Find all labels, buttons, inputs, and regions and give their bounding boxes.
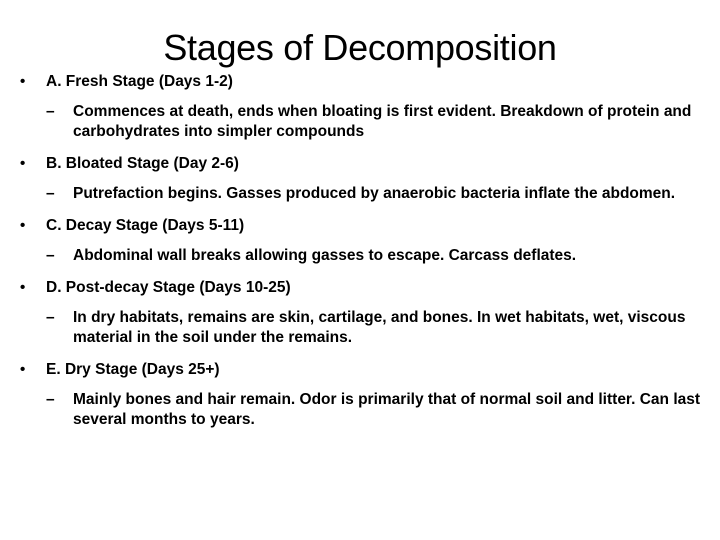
stage-description-row bbox=[18, 184, 718, 204]
stage-list bbox=[18, 72, 718, 442]
bullet-icon: • bbox=[20, 155, 26, 172]
stage-description-row bbox=[18, 308, 718, 348]
stage-description: Putrefaction begins. Gasses produced by anaerobic bacteria inflate the abdomen. bbox=[73, 185, 676, 202]
dash-icon: – bbox=[46, 391, 55, 408]
bullet-icon: • bbox=[20, 73, 26, 90]
slide-title: Stages of Decomposition bbox=[163, 27, 557, 68]
stage-heading: B. Bloated Stage (Day 2-6) bbox=[46, 155, 239, 172]
stage-description: Mainly bones and hair remain. Odor is primarily that of normal soil and litter. Can last several months to years. bbox=[73, 391, 701, 428]
stage-item-decay bbox=[18, 216, 718, 266]
bullet-icon: • bbox=[20, 279, 26, 296]
stage-description: Abdominal wall breaks allowing gasses to escape. Carcass deflates. bbox=[73, 247, 577, 264]
bullet-icon: • bbox=[20, 217, 26, 234]
stage-description-row bbox=[18, 246, 718, 266]
stage-heading-row bbox=[18, 154, 718, 174]
stage-description: Commences at death, ends when bloating is first evident. Breakdown of protein and carbohydrates into simpler compounds bbox=[73, 103, 692, 140]
stage-heading: D. Post-decay Stage (Days 10-25) bbox=[46, 279, 291, 296]
stage-item-post-decay bbox=[18, 278, 718, 348]
dash-icon: – bbox=[46, 103, 55, 120]
dash-icon: – bbox=[46, 185, 55, 202]
stage-heading-row bbox=[18, 360, 718, 380]
dash-icon: – bbox=[46, 309, 55, 326]
stage-heading-row bbox=[18, 278, 718, 298]
stage-description-row bbox=[18, 102, 718, 142]
bullet-icon: • bbox=[20, 361, 26, 378]
stage-heading: C. Decay Stage (Days 5-11) bbox=[46, 217, 245, 234]
stage-description: In dry habitats, remains are skin, cartilage, and bones. In wet habitats, wet, viscous material in the soil under the remains. bbox=[73, 309, 686, 346]
stage-heading-row bbox=[18, 216, 718, 236]
dash-icon: – bbox=[46, 247, 55, 264]
stage-item-dry bbox=[18, 360, 718, 430]
stage-item-bloated bbox=[18, 154, 718, 204]
stage-item-fresh bbox=[18, 72, 718, 142]
stage-heading: E. Dry Stage (Days 25+) bbox=[46, 361, 220, 378]
stage-description-row bbox=[18, 390, 718, 430]
stage-heading: A. Fresh Stage (Days 1-2) bbox=[46, 73, 233, 90]
stage-heading-row bbox=[18, 72, 718, 92]
